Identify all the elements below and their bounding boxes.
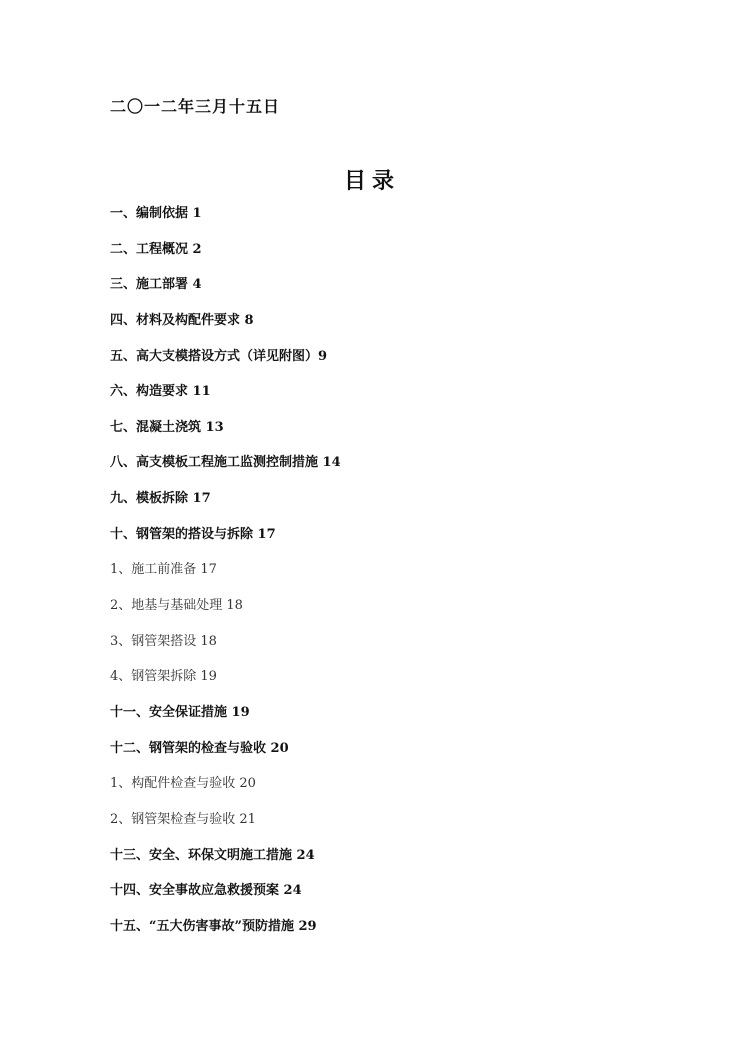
toc-entry[interactable]: 3、钢管架搭设 18 [110, 633, 217, 649]
toc-title: 目录 [343, 168, 400, 194]
toc-entry[interactable]: 六、构造要求 11 [110, 384, 211, 400]
toc-entry[interactable]: 十四、安全事故应急救援预案 24 [110, 883, 302, 899]
toc-entry[interactable]: 1、构配件检查与验收 20 [110, 776, 256, 792]
toc-entry[interactable]: 一、编制依据 1 [110, 206, 202, 221]
toc-entry[interactable]: 2、钢管架检查与验收 21 [110, 811, 256, 827]
toc-entry[interactable]: 七、混凝土浇筑 13 [110, 419, 224, 435]
toc-entry[interactable]: 二、工程概况 2 [110, 241, 202, 257]
toc-entry[interactable]: 三、施工部署 4 [110, 277, 202, 293]
toc-entry[interactable]: 十三、安全、环保文明施工措施 24 [110, 847, 315, 863]
toc-entry[interactable]: 2、地基与基础处理 18 [110, 598, 243, 614]
toc-entry[interactable]: 十五、“五大伤害事故”预防措施 29 [110, 918, 317, 934]
toc-entry[interactable]: 十二、钢管架的检查与验收 20 [110, 740, 289, 756]
toc-entry[interactable]: 五、高大支模搭设方式（详见附图）9 [110, 348, 328, 364]
toc-entry[interactable]: 1、施工前准备 17 [110, 562, 217, 578]
document-date: 二〇一二年三月十五日 [110, 97, 281, 116]
toc-entry[interactable]: 八、高支模板工程施工监测控制措施 14 [110, 455, 341, 471]
toc-entry[interactable]: 十、钢管架的搭设与拆除 17 [110, 526, 276, 542]
toc-entry[interactable]: 九、模板拆除 17 [110, 491, 211, 507]
toc-entry[interactable]: 4、钢管架拆除 19 [110, 669, 217, 685]
toc-entry[interactable]: 十一、安全保证措施 19 [110, 704, 250, 720]
table-of-contents [110, 204, 341, 952]
toc-entry[interactable]: 四、材料及构配件要求 8 [110, 312, 254, 328]
